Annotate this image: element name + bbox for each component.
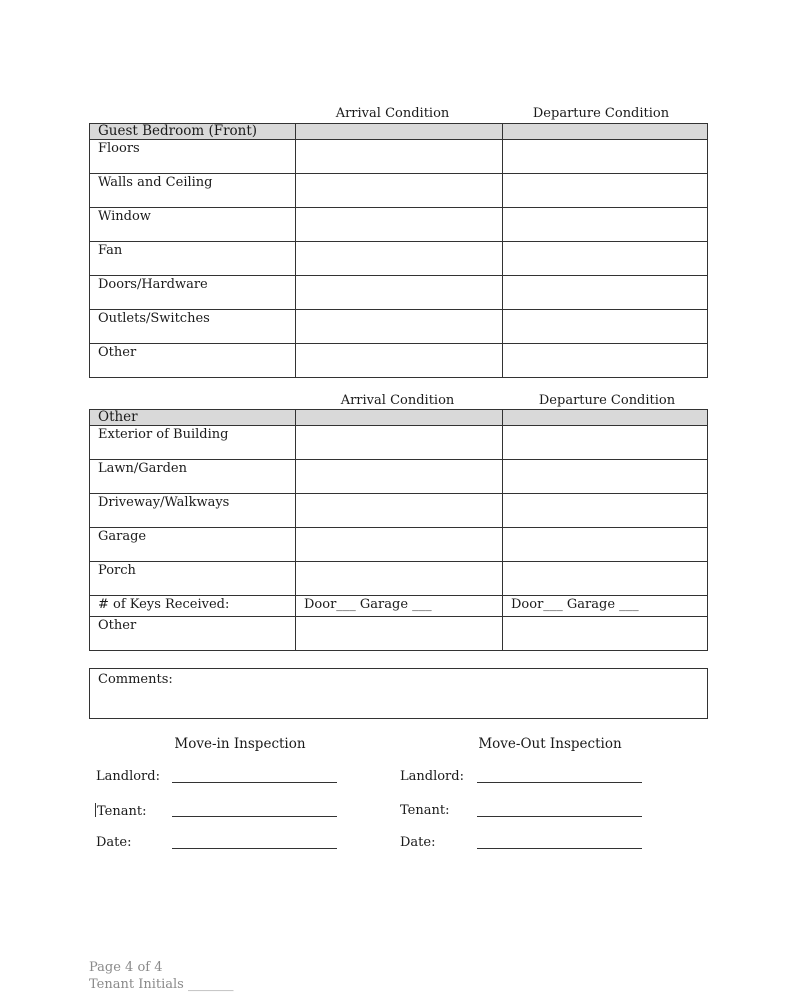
table-row [90, 617, 708, 651]
departure-cell[interactable] [503, 124, 708, 140]
table-row [90, 140, 708, 174]
arrival-cell[interactable] [296, 426, 503, 460]
arrival-cell[interactable] [296, 310, 503, 344]
row-label: Porch [90, 562, 296, 596]
row-label: Garage [90, 528, 296, 562]
departure-cell[interactable] [503, 617, 708, 651]
table-row [90, 310, 708, 344]
departure-cell[interactable] [503, 174, 708, 208]
move-out-date-line[interactable] [477, 848, 642, 849]
keys-label: # of Keys Received: [90, 596, 296, 617]
move-out-tenant-line[interactable] [477, 816, 642, 817]
move-in-tenant-label: Tenant: [97, 804, 147, 819]
move-in-landlord-label: Landlord: [96, 769, 160, 784]
departure-cell[interactable] [503, 528, 708, 562]
arrival-cell[interactable] [296, 124, 503, 140]
departure-cell[interactable] [503, 140, 708, 174]
table-row [90, 242, 708, 276]
table-row [90, 528, 708, 562]
row-label: Doors/Hardware [90, 276, 296, 310]
arrival-cell[interactable] [296, 528, 503, 562]
row-label: Driveway/Walkways [90, 494, 296, 528]
move-out-landlord-label: Landlord: [400, 769, 464, 784]
table1-arrival-header: Arrival Condition [335, 106, 450, 121]
arrival-cell[interactable] [296, 140, 503, 174]
section-title: Other [90, 410, 296, 426]
departure-cell[interactable] [503, 410, 708, 426]
arrival-cell[interactable] [296, 617, 503, 651]
row-label: Other [90, 617, 296, 651]
other-table [89, 409, 708, 651]
arrival-cell[interactable] [296, 344, 503, 378]
row-label: Lawn/Garden [90, 460, 296, 494]
move-in-date-line[interactable] [172, 848, 337, 849]
row-label: Other [90, 344, 296, 378]
guest-bedroom-table [89, 123, 708, 378]
table-row [90, 494, 708, 528]
move-out-title: Move-Out Inspection [478, 736, 622, 752]
row-label: Floors [90, 140, 296, 174]
departure-cell[interactable] [503, 426, 708, 460]
keys-departure-cell[interactable]: Door___ Garage ___ [503, 596, 708, 617]
move-in-tenant-wrap [95, 803, 146, 819]
page-number: Page 4 of 4 [89, 960, 163, 975]
table-row [90, 426, 708, 460]
arrival-cell[interactable] [296, 494, 503, 528]
departure-cell[interactable] [503, 310, 708, 344]
departure-cell[interactable] [503, 460, 708, 494]
row-label: Fan [90, 242, 296, 276]
arrival-cell[interactable] [296, 460, 503, 494]
tenant-initials: Tenant Initials _______ [89, 977, 234, 992]
table-section-row [90, 124, 708, 140]
arrival-cell[interactable] [296, 562, 503, 596]
row-label: Outlets/Switches [90, 310, 296, 344]
move-in-tenant-line[interactable] [172, 816, 337, 817]
keys-arrival-cell[interactable]: Door___ Garage ___ [296, 596, 503, 617]
arrival-cell[interactable] [296, 242, 503, 276]
table-section-row [90, 410, 708, 426]
table-row [90, 344, 708, 378]
text-cursor [95, 803, 96, 817]
table1-departure-header: Departure Condition [532, 106, 670, 121]
comments-box[interactable] [89, 668, 708, 719]
row-label: Walls and Ceiling [90, 174, 296, 208]
move-out-date-label: Date: [400, 835, 436, 850]
table-row [90, 276, 708, 310]
arrival-cell[interactable] [296, 410, 503, 426]
departure-cell[interactable] [503, 562, 708, 596]
table-row [90, 460, 708, 494]
departure-cell[interactable] [503, 242, 708, 276]
table2-arrival-header: Arrival Condition [340, 393, 455, 408]
row-label: Window [90, 208, 296, 242]
table2-departure-header: Departure Condition [538, 393, 676, 408]
move-in-landlord-line[interactable] [172, 782, 337, 783]
arrival-cell[interactable] [296, 276, 503, 310]
departure-cell[interactable] [503, 494, 708, 528]
arrival-cell[interactable] [296, 208, 503, 242]
row-label: Exterior of Building [90, 426, 296, 460]
move-out-landlord-line[interactable] [477, 782, 642, 783]
table-row [90, 174, 708, 208]
departure-cell[interactable] [503, 344, 708, 378]
move-out-tenant-label: Tenant: [400, 803, 450, 818]
keys-row [90, 596, 708, 617]
departure-cell[interactable] [503, 276, 708, 310]
table-row [90, 208, 708, 242]
arrival-cell[interactable] [296, 174, 503, 208]
departure-cell[interactable] [503, 208, 708, 242]
table-row [90, 562, 708, 596]
section-title: Guest Bedroom (Front) [90, 124, 296, 140]
move-in-title: Move-in Inspection [174, 736, 306, 752]
move-in-date-label: Date: [96, 835, 132, 850]
comments-label: Comments: [98, 672, 173, 687]
